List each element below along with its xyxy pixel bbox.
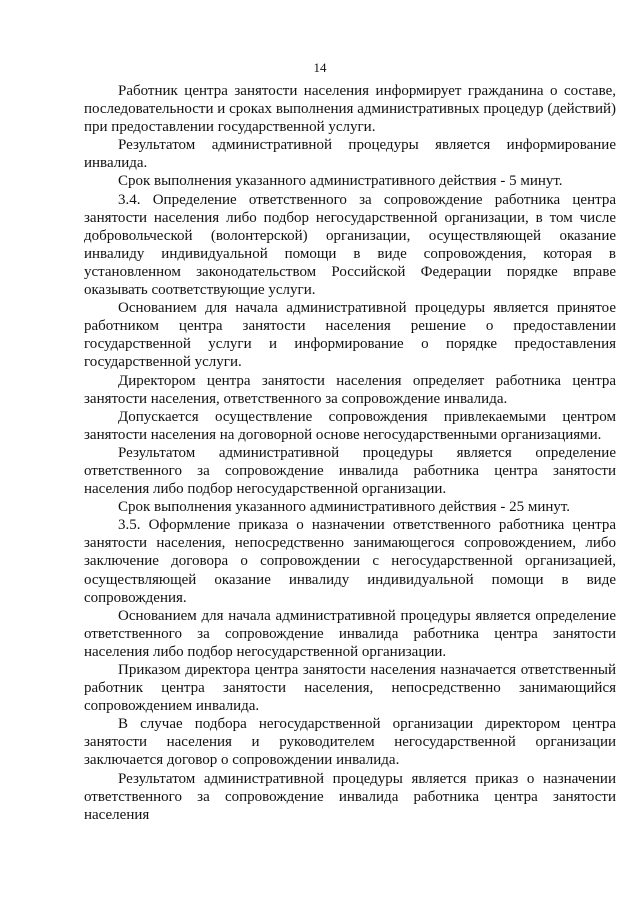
paragraph-deadline-25-min: Срок выполнения указанного административного действия - 25 минут. [118,499,571,516]
paragraph-result-order: Результатом административной процедуры является приказ о назначении ответственного за сопровождение инвалида работника центра занятости населения [84,770,616,823]
paragraph-section-3-5: 3.5. Оформление приказа о назначении ответственного работника центра занятости населения, непосредственно занимающегося сопровождением, либо заключение договора о сопровождении с негосударственной организацией, осуществляющей оказание инвалиду индивидуальной помощи в виде сопровождения. [84,517,616,606]
page-number: 14 [313,60,327,75]
paragraph-director-assigns: Директором центра занятости населения определяет работника центра занятости населения, ответственного за сопровождение инвалида. [84,372,616,407]
paragraph-nongovernmental-allowed: Допускается осуществление сопровождения привлекаемыми центром занятости населения на договорной основе негосударственными организациями. [84,408,616,443]
document-body [84,82,616,824]
paragraph-deadline-5-min: Срок выполнения указанного административного действия - 5 минут. [118,173,563,190]
paragraph-director-order: Приказом директора центра занятости населения назначается ответственный работник центра занятости населения, непосредственно занимающийся сопровождением инвалида. [84,662,616,715]
paragraph-informing: Работник центра занятости населения информирует гражданина о составе, последовательности и сроках выполнения административных процедур (действий) при предоставлении государственной услуги. [84,83,616,136]
paragraph-basis-assignment: Основанием для начала административной процедуры является определение ответственного за сопровождение инвалида работника центра занятости населения либо подбор негосударственной организации. [84,607,616,660]
paragraph-result-assignment: Результатом административной процедуры является определение ответственного за сопровождение инвалида работника центра занятости населения либо подбор негосударственной организации. [84,444,616,498]
paragraph-section-3-4: 3.4. Определение ответственного за сопровождение работника центра занятости населения либо подбор негосударственной организации, в том числе добровольческой (волонтерской) организации, осуществляющей оказание инвалиду индивидуальной помощи в виде сопровождения, которая в установленном законодательством Российской Федерации порядке вправе оказывать соответствующие услуги. [84,191,616,299]
paragraph-contract-case: В случае подбора негосударственной организации директором центра занятости населения и руководителем негосударственной организации заключается договор о сопровождении инвалида. [84,716,616,769]
paragraph-basis-decision: Основанием для начала административной процедуры является принятое работником центра занятости населения решение о предоставлении государственной услуги и информирование о порядке предоставления государственной услуги. [84,300,616,371]
paragraph-result-informing: Результатом административной процедуры является информирование инвалида. [84,137,616,172]
